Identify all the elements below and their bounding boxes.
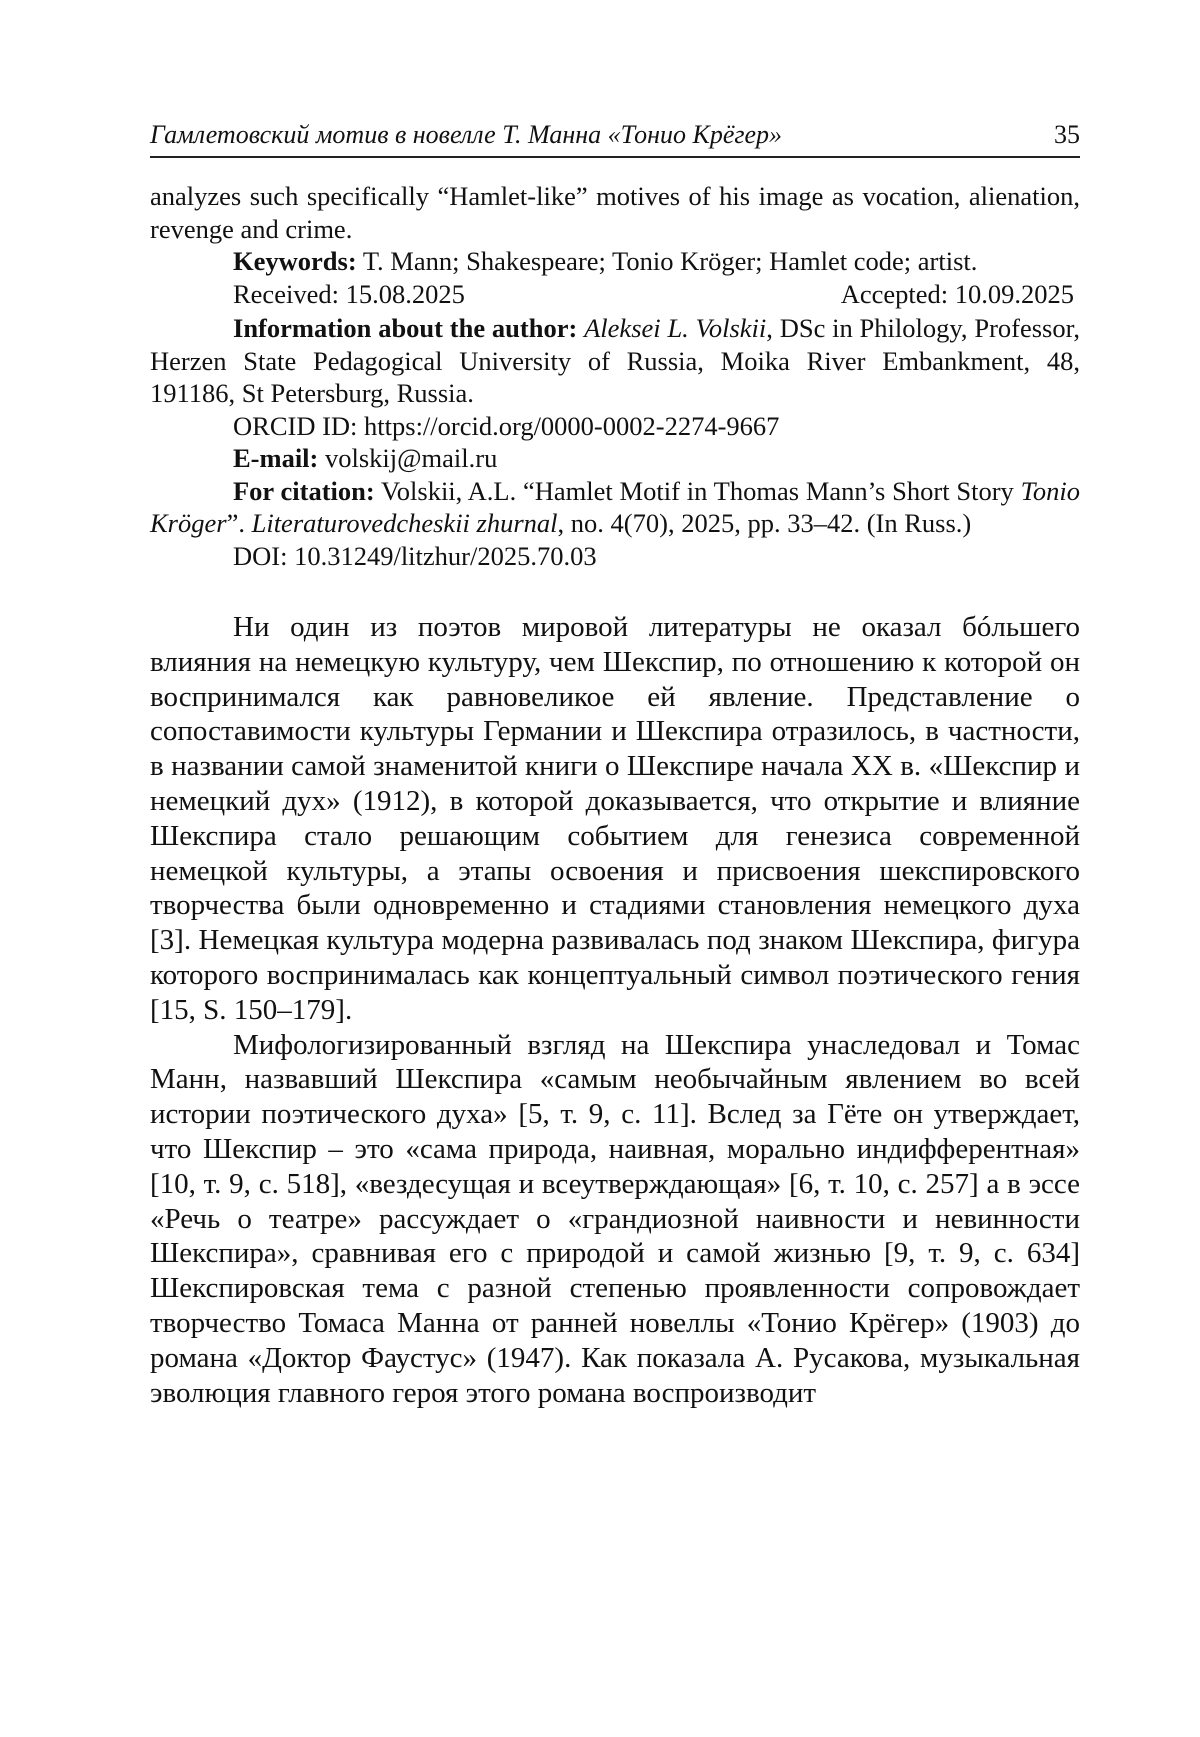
- citation-story-title: Tonio Kröger: [150, 475, 1080, 538]
- page: [150, 120, 1080, 1410]
- dates-line: [150, 278, 1080, 311]
- author-info: [150, 312, 1080, 410]
- author-name: Aleksei L. Volskii: [584, 313, 767, 343]
- citation-journal: Literaturovedcheskii zhurnal: [251, 508, 558, 538]
- abstract-block: [150, 180, 1080, 572]
- running-head: [150, 120, 1080, 158]
- citation-text-2: ”.: [226, 508, 252, 538]
- abstract-tail: analyzes such specifically “Hamlet-like” motives of his image as vocation, alienation, revenge and crime.: [150, 181, 1080, 244]
- keywords-line: [150, 245, 1080, 278]
- received-date: Received: 15.08.2025: [233, 278, 465, 309]
- citation-text-1: Volskii, A.L. “Hamlet Motif in Thomas Mann’s Short Story: [381, 475, 1021, 506]
- author-label: Information about the author:: [233, 313, 578, 343]
- email-label: E-mail:: [233, 443, 319, 473]
- email-address: volskij@mail.ru: [325, 443, 498, 473]
- doi-line: DOI: 10.31249/litzhur/2025.70.03: [233, 540, 597, 571]
- citation: [150, 475, 1080, 540]
- accepted-date: Accepted: 10.09.2025: [840, 278, 1074, 309]
- keywords-label: Keywords:: [233, 246, 357, 276]
- keywords-text: T. Mann; Shakespeare; Tonio Kröger; Hamlet code; artist.: [362, 246, 978, 276]
- page-number: 35: [1054, 120, 1080, 149]
- body-paragraph-1: Ни один из поэтов мировой литературы не оказал бóльшего влияния на немецкую культуру, чем Шекспир, по отношению к которой он воспринимался как равновеликое ей явление. Представление о сопоставимости культуры Германии и Шекспира отразилось, в частности, в названии самой знаменитой книги о Шекспире начала XX в. «Шекспир и немецкий дух» (1912), в которой доказывается, что открытие и влияние Шекспира стало решающим событием для генезиса современной немецкой культуры, а этапы освоения и присвоения шекспировского творчества были одновременно и стадиями становления немецкого духа [3]. Немецкая культура модерна развивалась под знаком Шекспира, фигура которого воспринималась как концептуальный символ поэтического гения [15, S. 150–179].: [150, 611, 1080, 1026]
- orcid-line: ORCID ID: https://orcid.org/0000-0002-2274-9667: [233, 410, 780, 441]
- article-body: [150, 610, 1080, 1410]
- author-details: , DSc in Philology, Professor, Herzen State Pedagogical University of Russia, Moika River Embankment, 48, 191186, St Petersburg, Russia.: [150, 313, 1080, 408]
- running-title: Гамлетовский мотив в новелле Т. Манна «Тонио Крёгер»: [150, 120, 783, 149]
- body-paragraph-2: Мифологизированный взгляд на Шекспира унаследовал и Томас Манн, назвавший Шекспира «самым необычайным явлением во всей истории поэтического духа» [5, т. 9, с. 11]. Вслед за Гёте он утверждает, что Шекспир – это «сама природа, наивная, морально индифферентная» [10, т. 9, с. 518], «вездесущая и всеутверждающая» [6, т. 10, с. 257] а в эссе «Речь о театре» рассуждает о «грандиозной наивности и невинности Шекспира», сравнивая его с природой и самой жизнью [9, т. 9, с. 634] Шекспировская тема с разной степенью проявленности сопровождает творчество Томаса Манна от ранней новеллы «Тонио Крёгер» (1903) до романа «Доктор Фаустус» (1947). Как показала А. Русакова, музыкальная эволюция главного героя этого романа воспроизводит: [150, 1028, 1080, 1409]
- citation-text-3: , no. 4(70), 2025, pp. 33–42. (In Russ.): [557, 508, 972, 538]
- citation-label: For citation:: [233, 475, 375, 506]
- email-line: [150, 442, 1080, 475]
